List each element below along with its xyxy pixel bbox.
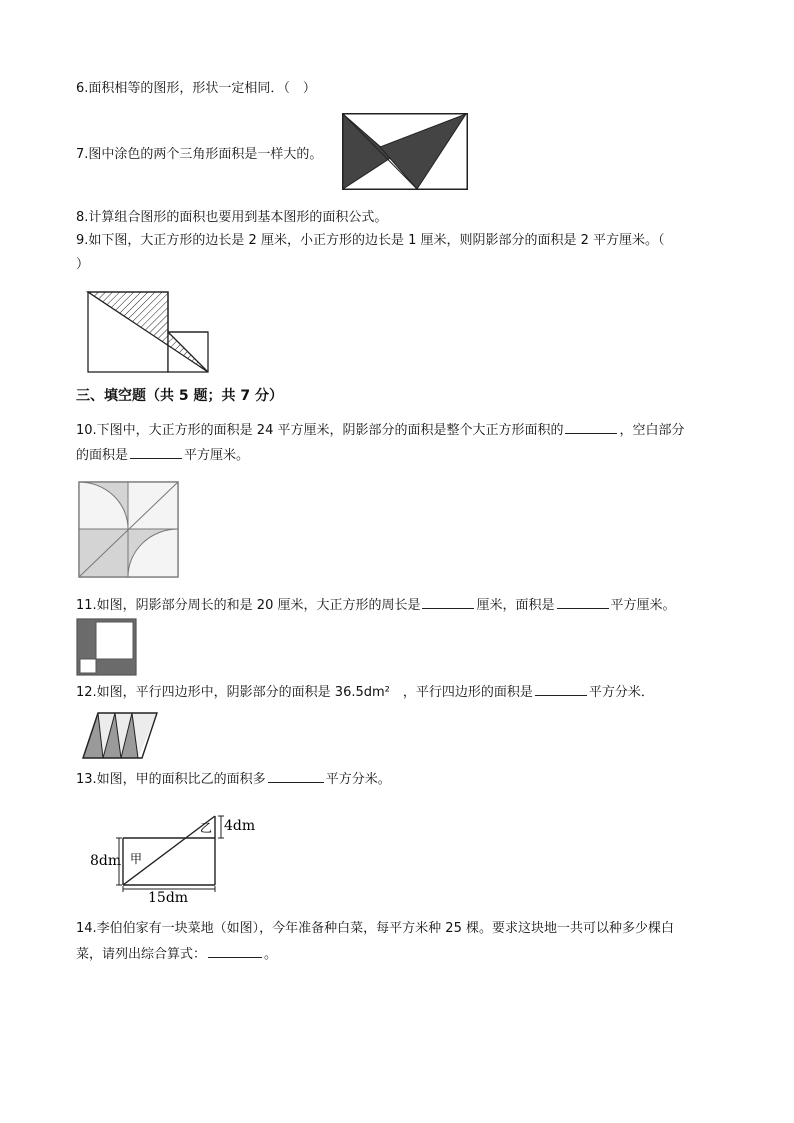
question-6 bbox=[76, 80, 316, 98]
question-7 bbox=[76, 146, 322, 164]
q10-square-figure bbox=[78, 481, 179, 578]
question-11-text-a: 11.如图，阴影部分周长的和是 20 厘米，大正方形的周长是 bbox=[76, 598, 421, 613]
label-jia: 甲 bbox=[130, 852, 143, 866]
question-9-line-2 bbox=[76, 256, 89, 274]
question-10-line-1 bbox=[76, 421, 685, 440]
label-4dm: 4dm bbox=[224, 818, 256, 834]
q7-triangles-figure bbox=[342, 113, 468, 190]
q11-square-figure bbox=[76, 618, 137, 676]
q9-squares-figure bbox=[86, 290, 212, 374]
label-15dm: 15dm bbox=[148, 890, 189, 904]
section-3-title: 三、填空题（共 5 题；共 7 分） bbox=[76, 388, 283, 404]
question-12 bbox=[76, 683, 654, 702]
answer-blank-11b[interactable] bbox=[557, 596, 609, 609]
question-8 bbox=[76, 209, 387, 227]
answer-blank-14[interactable] bbox=[208, 945, 262, 958]
question-10-text-a: 10.下图中，大正方形的面积是 24 平方厘米，阴影部分的面积是整个大正方形面积的 bbox=[76, 423, 564, 438]
question-14-text-b: 。 bbox=[264, 947, 278, 962]
label-8dm: 8dm bbox=[90, 853, 122, 869]
question-13-text-b: 平方分米。 bbox=[325, 772, 391, 787]
question-7-text: 7.图中涂色的两个三角形面积是一样大的。 bbox=[76, 147, 323, 162]
question-14-line-1 bbox=[76, 920, 674, 938]
question-12-text-a: 12.如图，平行四边形中，阴影部分的面积是 36.5dm² ，平行四边形的面积是 bbox=[76, 685, 533, 700]
question-12-text-b: 平方分米． bbox=[588, 685, 654, 700]
label-yi: 乙 bbox=[200, 821, 213, 835]
question-9-line-1 bbox=[76, 232, 665, 250]
question-10-line-2 bbox=[76, 446, 249, 465]
question-14-text: 14.李伯伯家有一块菜地（如图），今年准备种白菜，每平方米种 25 棵。要求这块地一共可以种多少棵白 bbox=[76, 921, 674, 936]
q13-triangle-figure bbox=[88, 812, 268, 904]
question-10-text-d: 平方厘米。 bbox=[184, 448, 250, 463]
question-11 bbox=[76, 596, 676, 615]
question-10-text-c: 的面积是 bbox=[76, 448, 129, 463]
question-14-text-a: 菜，请列出综合算式： bbox=[76, 947, 207, 962]
question-8-text: 8.计算组合图形的面积也要用到基本图形的面积公式。 bbox=[76, 210, 388, 225]
answer-blank-10b[interactable] bbox=[130, 446, 182, 459]
question-13 bbox=[76, 770, 391, 789]
answer-blank-11a[interactable] bbox=[422, 596, 474, 609]
question-6-text: 6.面积相等的图形，形状一定相同．（ ） bbox=[76, 81, 316, 96]
answer-blank-13[interactable] bbox=[268, 770, 324, 783]
question-9-text: 9.如下图，大正方形的边长是 2 厘米，小正方形的边长是 1 厘米，则阴影部分的面积是 2 平方厘米。（ bbox=[76, 233, 665, 248]
question-9-paren: ） bbox=[76, 257, 90, 272]
question-11-text-c: 平方厘米。 bbox=[610, 598, 676, 613]
q12-parallelogram-figure bbox=[81, 712, 161, 760]
answer-blank-10a[interactable] bbox=[565, 421, 617, 434]
answer-blank-12[interactable] bbox=[535, 683, 587, 696]
question-11-text-b: 厘米，面积是 bbox=[476, 598, 555, 613]
question-14-line-2 bbox=[76, 945, 277, 964]
question-13-text-a: 13.如图，甲的面积比乙的面积多 bbox=[76, 772, 266, 787]
question-10-text-b: ，空白部分 bbox=[619, 423, 685, 438]
